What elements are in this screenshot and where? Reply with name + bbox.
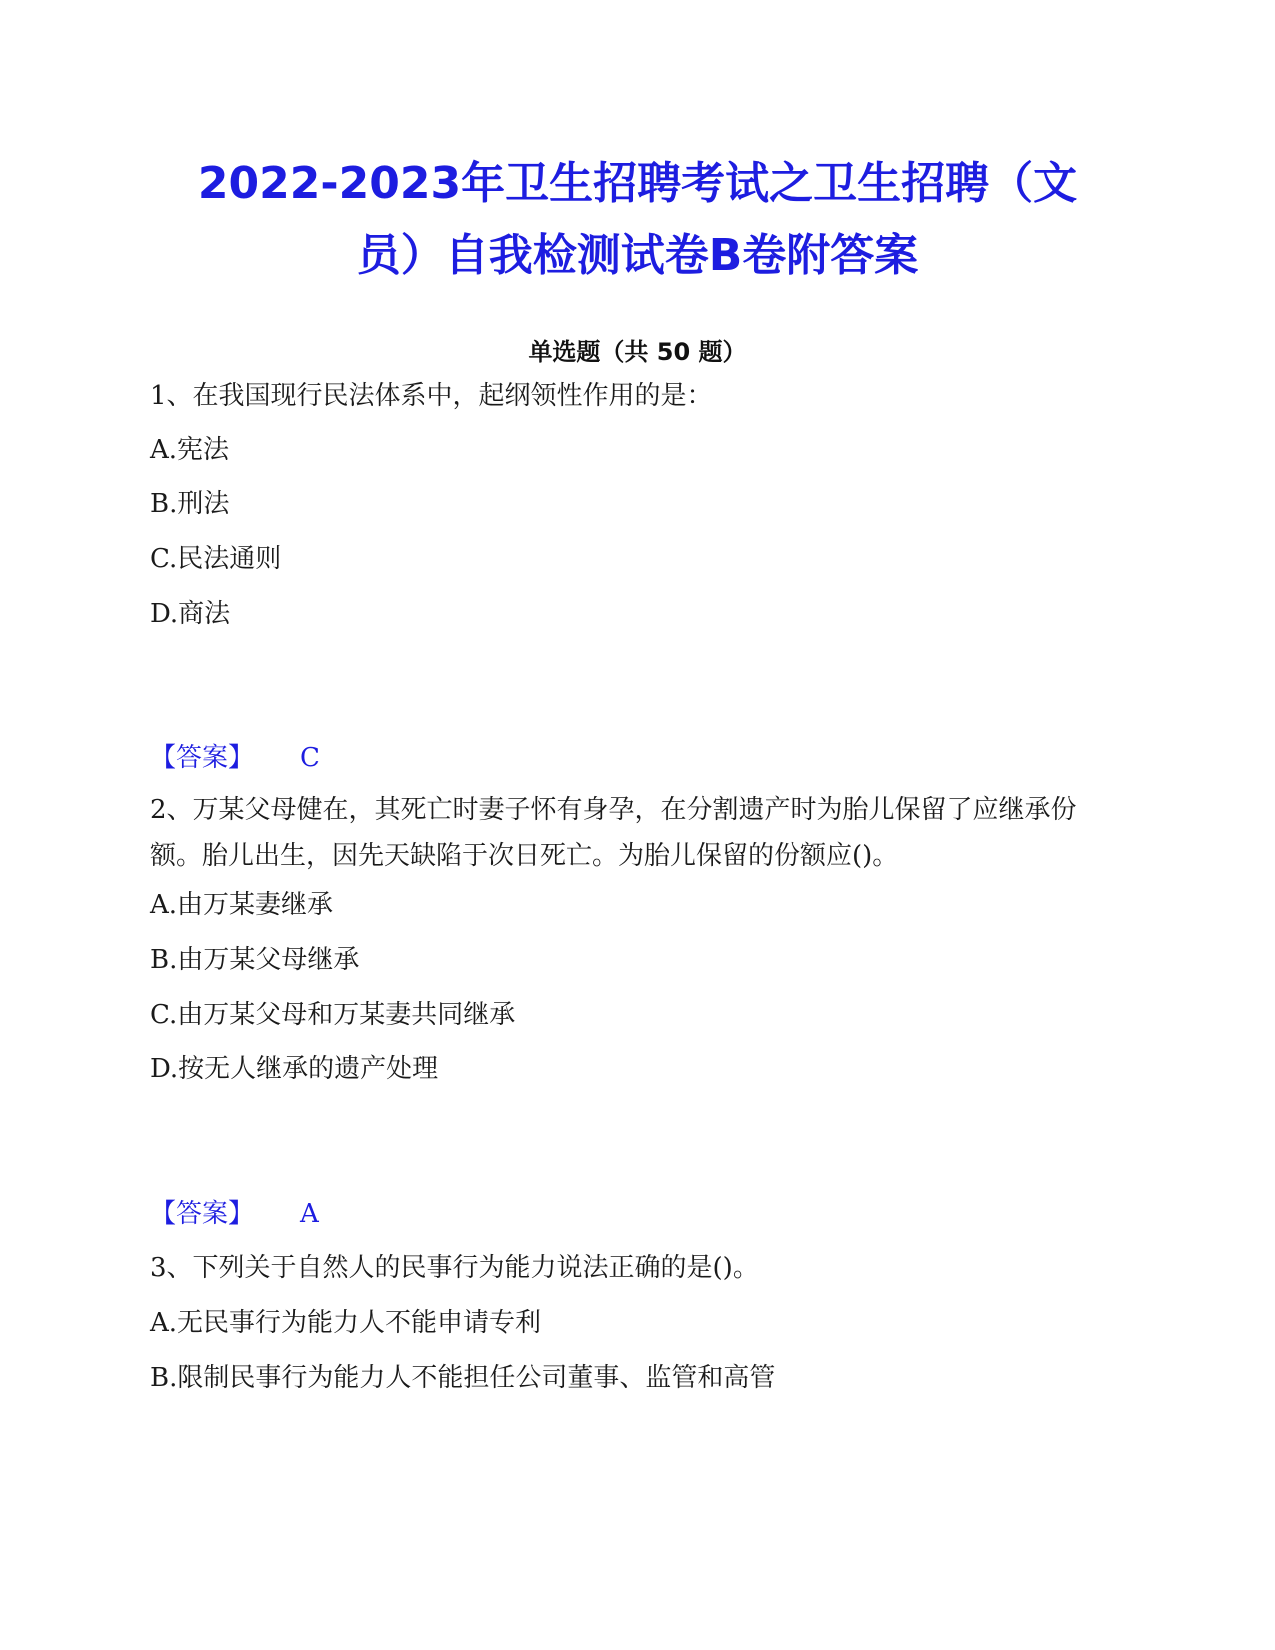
title-line-1: 2022-2023年卫生招聘考试之卫生招聘（文 <box>197 158 1078 209</box>
section-heading: 单选题（共 50 题） <box>528 338 747 366</box>
question-1-option-a: A.宪法 <box>150 435 230 465</box>
question-1-answer <box>150 740 320 776</box>
question-2-text: 2、万某父母健在，其死亡时妻子怀有身孕，在分割遗产时为胎儿保留了应继承份额。胎儿出生，因先天缺陷于次日死亡。为胎儿保留的份额应()。 <box>150 795 1077 871</box>
document-title <box>120 148 1155 292</box>
question-3-text: 3、下列关于自然人的民事行为能力说法正确的是()。 <box>150 1253 759 1283</box>
title-line-2: 员）自我检测试卷B卷附答案 <box>356 230 919 281</box>
question-3-option-a: A.无民事行为能力人不能申请专利 <box>150 1308 542 1338</box>
answer-value: C <box>300 743 320 773</box>
question-2-option-a: A.由万某妻继承 <box>150 890 334 920</box>
answer-label: 【答案】 <box>150 1199 255 1229</box>
question-3-option-b: B.限制民事行为能力人不能担任公司董事、监管和高管 <box>150 1363 776 1393</box>
question-2-option-c: C.由万某父母和万某妻共同继承 <box>150 1000 516 1030</box>
question-2-answer <box>150 1196 319 1232</box>
question-1-text: 1、在我国现行民法体系中，起纲领性作用的是： <box>150 381 713 411</box>
question-1-option-b: B.刑法 <box>150 489 230 519</box>
answer-label: 【答案】 <box>150 743 255 773</box>
answer-value: A <box>300 1199 319 1229</box>
question-1-option-d: D.商法 <box>150 599 231 629</box>
question-2-option-d: D.按无人继承的遗产处理 <box>150 1054 439 1084</box>
question-1-option-c: C.民法通则 <box>150 544 282 574</box>
question-2-option-b: B.由万某父母继承 <box>150 945 360 975</box>
